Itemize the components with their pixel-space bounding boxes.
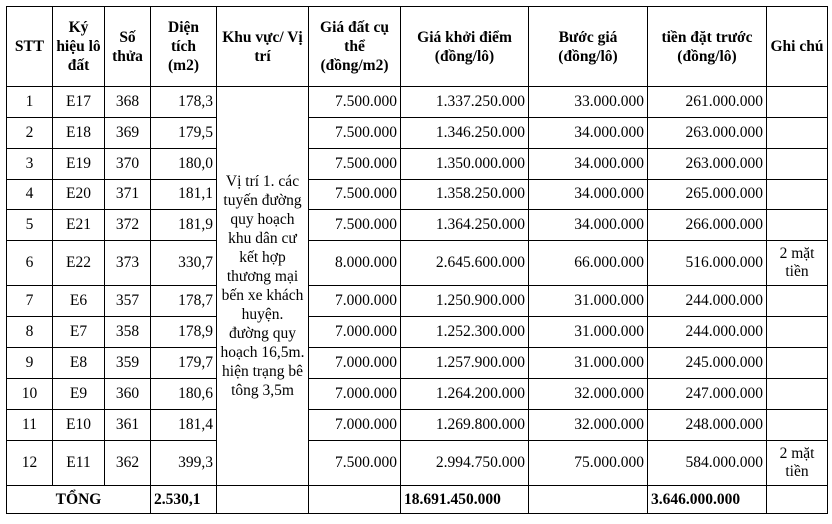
row-dien-tich: 180,0 xyxy=(151,148,217,179)
row-dien-tich: 178,7 xyxy=(151,286,217,317)
row-gia-dat: 7.500.000 xyxy=(309,117,401,148)
row-ky-hieu: E9 xyxy=(53,378,105,409)
row-ghi-chu xyxy=(767,87,828,118)
header-so-thua: Số thửa xyxy=(105,7,151,87)
row-stt: 3 xyxy=(7,148,53,179)
row-buoc-gia: 33.000.000 xyxy=(529,87,648,118)
header-dien-tich: Diện tích (m2) xyxy=(151,7,217,87)
row-gia-khoi-diem: 1.250.900.000 xyxy=(401,286,529,317)
row-gia-dat: 7.000.000 xyxy=(309,317,401,348)
table-row xyxy=(7,440,828,485)
row-buoc-gia: 32.000.000 xyxy=(529,378,648,409)
row-ghi-chu: 2 mặt tiền xyxy=(767,440,828,485)
header-ghi-chu: Ghi chú xyxy=(767,7,828,87)
row-gia-khoi-diem: 1.264.200.000 xyxy=(401,378,529,409)
row-dien-tich: 179,7 xyxy=(151,348,217,379)
row-gia-khoi-diem: 1.337.250.000 xyxy=(401,87,529,118)
row-gia-khoi-diem: 1.269.800.000 xyxy=(401,409,529,440)
row-stt: 1 xyxy=(7,87,53,118)
row-buoc-gia: 34.000.000 xyxy=(529,179,648,210)
row-stt: 12 xyxy=(7,440,53,485)
row-tien-dat-truoc: 266.000.000 xyxy=(648,210,767,241)
row-gia-khoi-diem: 2.994.750.000 xyxy=(401,440,529,485)
header-gia-dat: Giá đất cụ thể (đồng/m2) xyxy=(309,7,401,87)
row-dien-tich: 178,3 xyxy=(151,87,217,118)
row-so-thua: 368 xyxy=(105,87,151,118)
row-tien-dat-truoc: 263.000.000 xyxy=(648,117,767,148)
header-ky-hieu: Ký hiệu lô đất xyxy=(53,7,105,87)
row-so-thua: 362 xyxy=(105,440,151,485)
totals-empty-cell xyxy=(309,486,401,514)
row-so-thua: 369 xyxy=(105,117,151,148)
row-ghi-chu xyxy=(767,317,828,348)
row-ghi-chu xyxy=(767,378,828,409)
row-gia-dat: 7.500.000 xyxy=(309,179,401,210)
totals-label: TỔNG xyxy=(7,486,151,514)
row-buoc-gia: 66.000.000 xyxy=(529,241,648,286)
row-dien-tich: 181,9 xyxy=(151,210,217,241)
row-ky-hieu: E11 xyxy=(53,440,105,485)
totals-empty-cell xyxy=(217,486,309,514)
table-row xyxy=(7,286,828,317)
row-ky-hieu: E6 xyxy=(53,286,105,317)
row-stt: 4 xyxy=(7,179,53,210)
row-ghi-chu xyxy=(767,148,828,179)
row-stt: 2 xyxy=(7,117,53,148)
row-ky-hieu: E22 xyxy=(53,241,105,286)
header-khu-vuc: Khu vực/ Vị trí xyxy=(217,7,309,87)
row-tien-dat-truoc: 248.000.000 xyxy=(648,409,767,440)
row-buoc-gia: 75.000.000 xyxy=(529,440,648,485)
row-dien-tich: 179,5 xyxy=(151,117,217,148)
row-dien-tich: 181,4 xyxy=(151,409,217,440)
row-gia-khoi-diem: 1.346.250.000 xyxy=(401,117,529,148)
row-stt: 7 xyxy=(7,286,53,317)
row-gia-dat: 7.000.000 xyxy=(309,409,401,440)
row-dien-tich: 181,1 xyxy=(151,179,217,210)
row-so-thua: 361 xyxy=(105,409,151,440)
row-so-thua: 360 xyxy=(105,378,151,409)
row-buoc-gia: 34.000.000 xyxy=(529,148,648,179)
row-buoc-gia: 31.000.000 xyxy=(529,348,648,379)
row-gia-khoi-diem: 1.350.000.000 xyxy=(401,148,529,179)
row-ky-hieu: E10 xyxy=(53,409,105,440)
totals-row xyxy=(7,486,828,514)
row-tien-dat-truoc: 265.000.000 xyxy=(648,179,767,210)
row-dien-tich: 330,7 xyxy=(151,241,217,286)
row-so-thua: 370 xyxy=(105,148,151,179)
row-stt: 11 xyxy=(7,409,53,440)
row-ky-hieu: E8 xyxy=(53,348,105,379)
row-ghi-chu xyxy=(767,286,828,317)
header-gia-khoi-diem: Giá khởi điểm (đồng/lô) xyxy=(401,7,529,87)
table-row xyxy=(7,210,828,241)
row-gia-dat: 7.000.000 xyxy=(309,286,401,317)
row-tien-dat-truoc: 245.000.000 xyxy=(648,348,767,379)
row-ghi-chu xyxy=(767,210,828,241)
row-buoc-gia: 34.000.000 xyxy=(529,117,648,148)
row-gia-dat: 7.500.000 xyxy=(309,87,401,118)
row-gia-khoi-diem: 1.252.300.000 xyxy=(401,317,529,348)
row-buoc-gia: 31.000.000 xyxy=(529,286,648,317)
row-gia-khoi-diem: 2.645.600.000 xyxy=(401,241,529,286)
row-ghi-chu xyxy=(767,179,828,210)
row-stt: 5 xyxy=(7,210,53,241)
row-ky-hieu: E17 xyxy=(53,87,105,118)
row-gia-khoi-diem: 1.358.250.000 xyxy=(401,179,529,210)
table-body xyxy=(7,87,828,486)
row-gia-dat: 7.500.000 xyxy=(309,440,401,485)
row-ky-hieu: E18 xyxy=(53,117,105,148)
header-stt: STT xyxy=(7,7,53,87)
row-tien-dat-truoc: 247.000.000 xyxy=(648,378,767,409)
row-dien-tich: 399,3 xyxy=(151,440,217,485)
row-stt: 10 xyxy=(7,378,53,409)
table-row xyxy=(7,117,828,148)
table-row xyxy=(7,317,828,348)
table-row xyxy=(7,348,828,379)
total-starting-price: 18.691.450.000 xyxy=(401,486,529,514)
row-tien-dat-truoc: 516.000.000 xyxy=(648,241,767,286)
row-ghi-chu xyxy=(767,409,828,440)
row-so-thua: 373 xyxy=(105,241,151,286)
row-so-thua: 357 xyxy=(105,286,151,317)
row-buoc-gia: 32.000.000 xyxy=(529,409,648,440)
header-row xyxy=(7,7,828,87)
row-ghi-chu xyxy=(767,348,828,379)
totals-empty-cell xyxy=(529,486,648,514)
row-gia-dat: 7.500.000 xyxy=(309,148,401,179)
totals-empty-cell xyxy=(767,486,828,514)
row-ky-hieu: E7 xyxy=(53,317,105,348)
row-so-thua: 372 xyxy=(105,210,151,241)
table-row xyxy=(7,409,828,440)
header-tien-dat-truoc: tiền đặt trước (đồng/lô) xyxy=(648,7,767,87)
row-gia-khoi-diem: 1.257.900.000 xyxy=(401,348,529,379)
row-so-thua: 359 xyxy=(105,348,151,379)
row-gia-dat: 7.000.000 xyxy=(309,378,401,409)
table-row xyxy=(7,179,828,210)
row-buoc-gia: 31.000.000 xyxy=(529,317,648,348)
row-stt: 9 xyxy=(7,348,53,379)
row-tien-dat-truoc: 584.000.000 xyxy=(648,440,767,485)
land-auction-table xyxy=(6,6,828,514)
row-tien-dat-truoc: 244.000.000 xyxy=(648,317,767,348)
row-gia-khoi-diem: 1.364.250.000 xyxy=(401,210,529,241)
row-ky-hieu: E19 xyxy=(53,148,105,179)
total-deposit: 3.646.000.000 xyxy=(648,486,767,514)
row-ghi-chu: 2 mặt tiền xyxy=(767,241,828,286)
table-row xyxy=(7,378,828,409)
table-row xyxy=(7,148,828,179)
row-stt: 8 xyxy=(7,317,53,348)
row-gia-dat: 8.000.000 xyxy=(309,241,401,286)
row-ky-hieu: E20 xyxy=(53,179,105,210)
table-row xyxy=(7,241,828,286)
row-buoc-gia: 34.000.000 xyxy=(529,210,648,241)
row-tien-dat-truoc: 244.000.000 xyxy=(648,286,767,317)
row-gia-dat: 7.000.000 xyxy=(309,348,401,379)
table-row xyxy=(7,87,828,118)
row-gia-dat: 7.500.000 xyxy=(309,210,401,241)
row-tien-dat-truoc: 263.000.000 xyxy=(648,148,767,179)
total-area: 2.530,1 xyxy=(151,486,217,514)
row-tien-dat-truoc: 261.000.000 xyxy=(648,87,767,118)
row-so-thua: 358 xyxy=(105,317,151,348)
row-dien-tich: 178,9 xyxy=(151,317,217,348)
row-so-thua: 371 xyxy=(105,179,151,210)
row-stt: 6 xyxy=(7,241,53,286)
row-ghi-chu xyxy=(767,117,828,148)
row-ky-hieu: E21 xyxy=(53,210,105,241)
location-cell: Vị trí 1. các tuyến đường quy hoạch khu dân cư kết hợp thương mại bến xe khách huyện. đường quy hoạch 16,5m. hiện trạng bê tông 3,5m xyxy=(217,87,309,486)
header-buoc-gia: Bước giá (đồng/lô) xyxy=(529,7,648,87)
row-dien-tich: 180,6 xyxy=(151,378,217,409)
